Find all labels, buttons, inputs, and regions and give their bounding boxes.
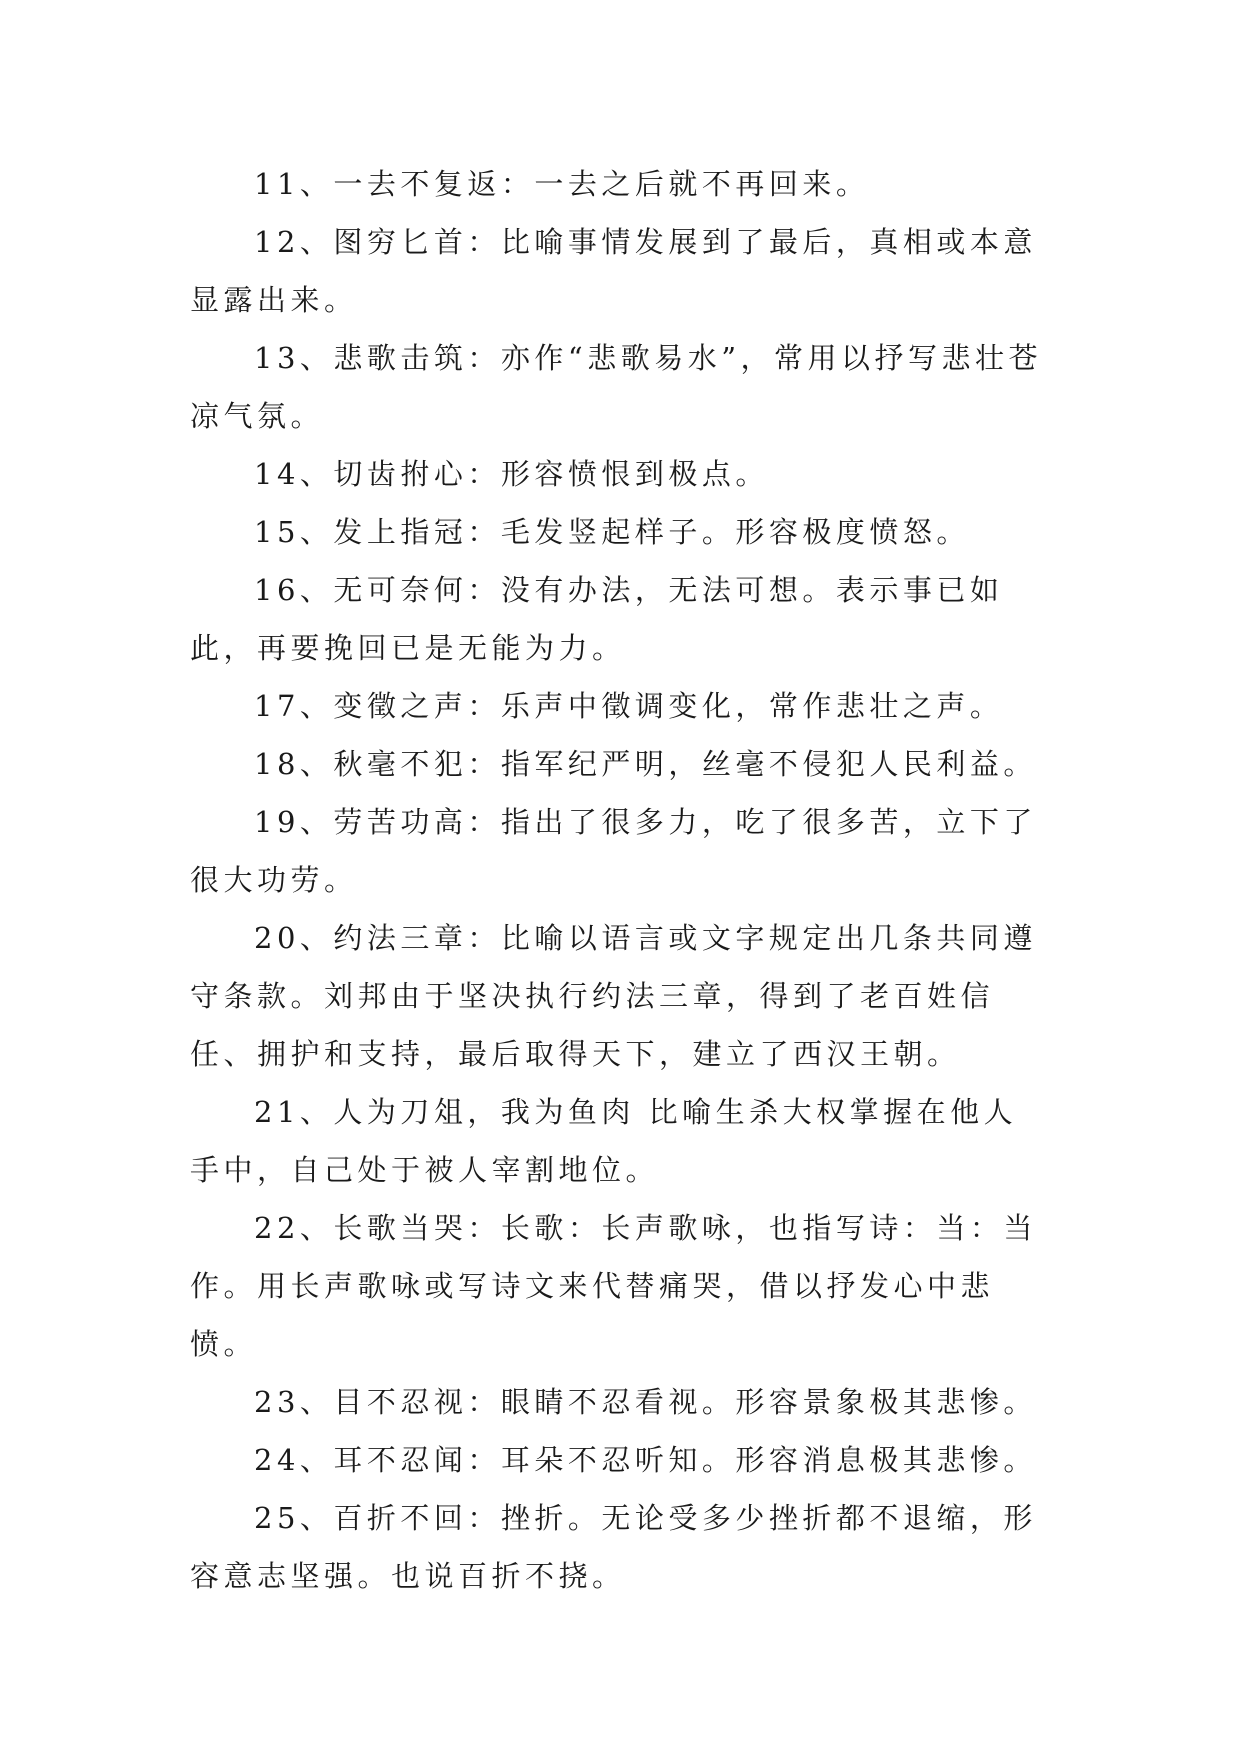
document-body [190,155,1050,1605]
entry-21: 21、人为刀俎，我为鱼肉 比喻生杀大权掌握在他人手中，自己处于被人宰割地位。 [190,1095,1018,1187]
entry-24: 24、耳不忍闻：耳朵不忍听知。形容消息极其悲惨。 [254,1443,1037,1477]
entry-25: 25、百折不回：挫折。无论受多少挫折都不退缩，形容意志坚强。也说百折不挠。 [190,1501,1037,1593]
entry-19: 19、劳苦功高：指出了很多力，吃了很多苦，立下了很大功劳。 [190,805,1037,897]
entry-22: 22、长歌当哭：长歌：长声歌咏，也指写诗：当：当作。用长声歌咏或写诗文来代替痛哭，借以抒发心中悲愤。 [190,1211,1037,1361]
entry-13: 13、悲歌击筑：亦作“悲歌易水”，常用以抒写悲壮苍凉气氛。 [190,341,1043,433]
entry-16: 16、无可奈何：没有办法，无法可想。表示事已如此，再要挽回已是无能为力。 [190,573,1004,665]
entry-20: 20、约法三章：比喻以语言或文字规定出几条共同遵守条款。刘邦由于坚决执行约法三章，得到了老百姓信任、拥护和支持，最后取得天下，建立了西汉王朝。 [190,921,1037,1071]
entry-23: 23、目不忍视：眼睛不忍看视。形容景象极其悲惨。 [254,1385,1037,1419]
entry-17: 17、变徵之声：乐声中徵调变化，常作悲壮之声。 [254,689,1004,723]
entry-14: 14、切齿拊心：形容愤恨到极点。 [254,457,769,491]
entry-15: 15、发上指冠：毛发竖起样子。形容极度愤怒。 [254,515,970,549]
entry-18: 18、秋毫不犯：指军纪严明，丝毫不侵犯人民利益。 [254,747,1037,781]
entry-11: 11、一去不复返：一去之后就不再回来。 [254,167,870,201]
entry-12: 12、图穷匕首：比喻事情发展到了最后，真相或本意显露出来。 [190,225,1037,317]
